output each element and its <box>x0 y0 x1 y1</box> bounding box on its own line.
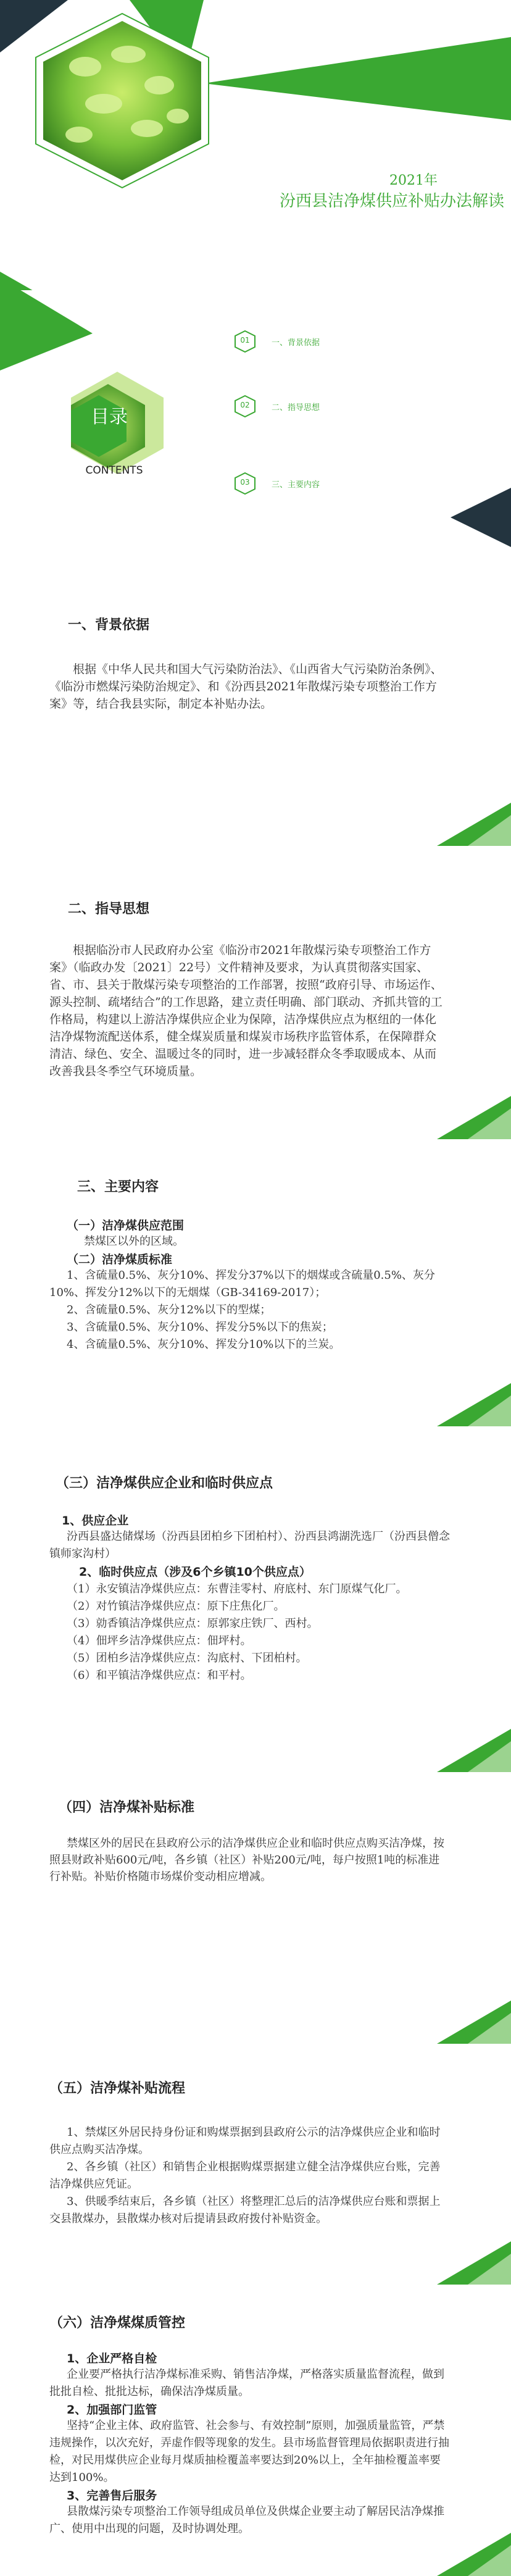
section-title: （六）洁净煤煤质管控 <box>49 2315 186 2331</box>
subsection-text: 汾西县盛达储煤场（汾西县团柏乡下团柏村）、汾西县鸿湖洗选厂（汾西县僧念镇师家沟村） <box>49 1530 450 1560</box>
list-item: 3、供暖季结束后，各乡镇（社区）将整理汇总后的洁净煤供应台账和票据上交县散煤办，县散煤办核对后提请县政府拨付补贴资金。 <box>49 2195 441 2225</box>
list-item: （1）永安镇洁净煤供应点：东曹洼零村、府底村、东门原煤气化厂。 <box>67 1583 407 1595</box>
section-title: （四）洁净煤补贴标准 <box>59 1800 195 1815</box>
subsection-title: 1、企业严格自检 <box>67 2352 157 2365</box>
subsection-text: 坚持“企业主体、政府监管、社会参与、有效控制”原则，加强质量监管，严禁违规操作，以次充好，弄虚作假等现象的发生。县市场监督管理局依据职责进行抽检，对民用煤供应企业每月煤质抽检覆盖率要达到20%以上，全年抽检覆盖率要达到100%。 <box>49 2419 449 2484</box>
toc-item-label: 二、指导思想 <box>272 403 320 412</box>
toc-item-3[interactable] <box>235 472 320 495</box>
toc-item-1[interactable] <box>235 330 320 353</box>
list-item: 4、含硫量0.5%、灰分10%、挥发分10%以下的兰炭。 <box>67 1338 341 1351</box>
toc-number-hexagon: 02 <box>235 395 255 417</box>
toc-item-label: 三、主要内容 <box>272 480 320 490</box>
section-text: 根据临汾市人民政府办公室《临汾市2021年散煤污染专项整治工作方案》（临政办发〔2021〕22号）文件精神及要求，为认真贯彻落实国家、省、市、县关于散煤污染专项整治的工作部署，按照“政府引导、市场运作、源头控制、疏堵结合”的工作思路，建立责任明确、部门联动、齐抓共管的工作格局，构建以上游洁净煤供应企业为保障，洁净煤供应点为枢纽的一体化洁净煤物流配送体系，健全煤炭质量和煤炭市场秩序监管体系，在保障群众清洁、绿色、安全、温暖过冬的同时，进一步减轻群众冬季取暖成本、从而改善我县冬季空气环境质量。 <box>49 943 442 1078</box>
list-item: 1、含硫量0.5%、灰分10%、挥发分37%以下的烟煤或含硫量0.5%、灰分10%、挥发分12%以下的无烟煤（GB-34169-2017）； <box>49 1269 435 1299</box>
section-title: 三、主要内容 <box>77 1179 159 1195</box>
subsection-title: 2、临时供应点（涉及6个乡镇10个供应点） <box>79 1565 311 1579</box>
section-title: 二、指导思想 <box>68 901 150 917</box>
subsection-text: 企业要严格执行洁净煤标准采购、销售洁净煤，严格落实质量监督流程，做到批批自检、批批达标，确保洁净煤质量。 <box>49 2368 444 2398</box>
section-title: （五）洁净煤补贴流程 <box>49 2081 186 2096</box>
list-item: 2、各乡镇（社区）和销售企业根据购煤票据建立健全洁净煤供应台账，完善洁净煤供应凭证。 <box>49 2160 441 2191</box>
list-item: 2、含硫量0.5%、灰分12%以下的型煤； <box>67 1303 272 1316</box>
corner-decoration <box>425 2533 511 2576</box>
corner-decoration <box>425 2001 511 2044</box>
corner-decoration <box>425 803 511 846</box>
section-title: （三）洁净煤供应企业和临时供应点 <box>56 1476 273 1491</box>
corner-decoration <box>425 2241 511 2285</box>
cover-title: 汾西县洁净煤供应补贴办法解读 <box>279 192 504 211</box>
list-item: （2）对竹镇洁净煤供应点：原下庄焦化厂。 <box>67 1600 285 1613</box>
subsection-text: 县散煤污染专项整治工作领导组成员单位及供煤企业要主动了解居民洁净煤推广、使用中出现的问题，及时协调处理。 <box>49 2505 444 2535</box>
toc-number-hexagon: 01 <box>235 330 255 353</box>
subsection-title: 3、完善售后服务 <box>67 2489 157 2503</box>
subsection-title: （二）洁净煤质标准 <box>67 1253 173 1266</box>
toc-item-label: 一、背景依据 <box>272 338 320 348</box>
section-text: 禁煤区外的居民在县政府公示的洁净煤供应企业和临时供应点购买洁净煤，按照县财政补贴600元/吨，各乡镇（社区）补贴200元/吨，每户按照1吨的标准进行补贴。补贴价格随市场煤价变动相应增减。 <box>49 1837 444 1883</box>
list-item: （4）佃坪乡洁净煤供应点：佃坪村。 <box>67 1634 252 1647</box>
subsection-title: （一）洁净煤供应范围 <box>67 1219 185 1232</box>
subsection-title: 2、加强部门监管 <box>67 2403 157 2417</box>
cover-photo-hexagon <box>30 11 215 190</box>
corner-decoration <box>425 1383 511 1426</box>
section-title: 一、背景依据 <box>68 617 150 633</box>
corner-decoration <box>425 1096 511 1139</box>
list-item: （3）勍香镇洁净煤供应点：原郭家庄铁厂、西村。 <box>67 1617 318 1630</box>
subsection-text: 禁煤区以外的区域。 <box>84 1235 184 1248</box>
toc-number-hexagon: 03 <box>235 472 255 495</box>
subsection-title: 1、供应企业 <box>62 1514 129 1528</box>
list-item: 1、禁煤区外居民持身份证和购煤票据到县政府公示的洁净煤供应企业和临时供应点购买洁净煤。 <box>49 2126 441 2156</box>
list-item: （5）团柏乡洁净煤供应点：沟底村、下团柏村。 <box>67 1652 307 1665</box>
list-item: （6）和平镇洁净煤供应点：和平村。 <box>67 1669 252 1682</box>
cover-year: 2021年 <box>389 173 438 188</box>
toc-item-2[interactable] <box>235 395 320 417</box>
toc-sub: CONTENTS <box>85 464 143 477</box>
list-item: 3、含硫量0.5%、灰分10%、挥发分5%以下的焦炭； <box>67 1321 333 1334</box>
section-text: 根据《中华人民共和国大气污染防治法》、《山西省大气污染防治条例》、《临汾市燃煤污染防治规定》、和《汾西县2021年散煤污染专项整治工作方案》等，结合我县实际，制定本补贴办法。 <box>49 663 442 711</box>
corner-decoration <box>425 1729 511 1772</box>
toc-heading: 目录 <box>91 406 128 428</box>
